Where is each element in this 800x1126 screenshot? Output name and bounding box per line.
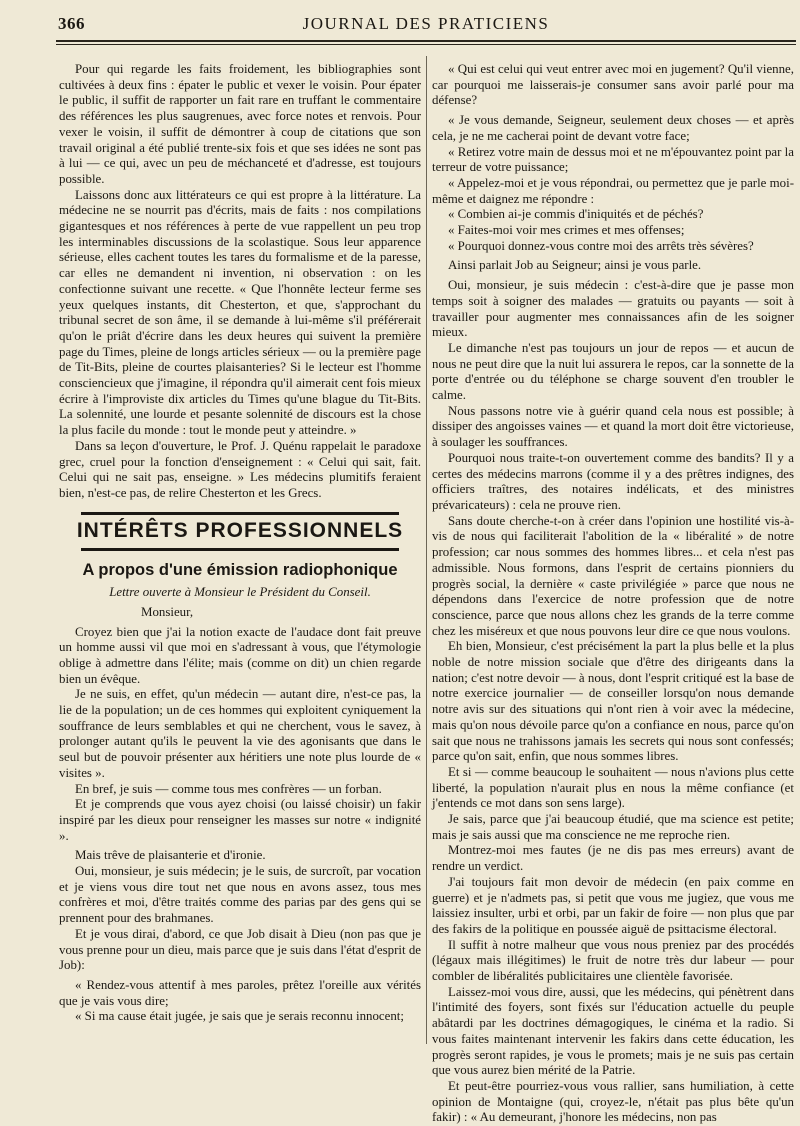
quote-paragraph: « Pourquoi donnez-vous contre moi des arrêts très sévères? [448,238,754,253]
page-number: 366 [58,14,85,33]
paragraph: J'ai toujours fait mon devoir de médecin (en paix comme en guerre) et je n'admets pas, si petit que vous me jugiez, que vous me laissiez insulter, urbi et orbi, par un fakir de foire — non plus que par des fakirs de la politique en poussée aiguë de psittacisme électoral. [432,874,794,936]
section-rule-top [81,512,399,515]
page-header [58,12,794,38]
paragraph: Et si — comme beaucoup le souhaitent — nous n'avions plus cette liberté, la population n'aurait plus en nous la même confiance (et j'entends ce mot dans son sens large). [432,764,794,811]
paragraph: Nous passons notre vie à guérir quand cela nous est possible; à dissiper des angoisses vaines — et quand la mort doit être victorieuse, à soulager les souffrances. [432,403,794,450]
quote-paragraph: « Qui est celui qui veut entrer avec moi en jugement? Qu'il vienne, car pourquoi me laisserais-je consumer sans avoir parlé pour ma défense? [432,62,794,108]
paragraph: En bref, je suis — comme tous mes confrères — un forban. [75,781,382,796]
paragraph: Oui, monsieur, je suis médecin; je le suis, de surcroît, par vocation et je viens vous dire tout net que nous en avons assez, tous mes confrères et moi, d'être traités comme des parias par des gens qui se prennent pour des brahmanes. [59,864,421,926]
quote-paragraph: « Si ma cause était jugée, je sais que je serais reconnu innocent; [75,1009,404,1024]
quote-paragraph: « Je vous demande, Seigneur, seulement deux choses — et après cela, je ne me cacherai point de devant votre face; [432,113,794,143]
paragraph: Ainsi parlait Job au Seigneur; ainsi je vous parle. [448,258,702,273]
paragraph: Croyez bien que j'ai la notion exacte de l'audace dont fait preuve un homme aussi vil que moi en s'adressant à vous, que l'étymologie oblige à admettre dans l'élite; mais (comme on dit) un chien regarde bien un évêque. [59,624,421,686]
section-rule-bottom [81,548,399,551]
paragraph: Pour qui regarde les faits froidement, les bibliographies sont cultivées à deux fins : épater le public et vexer le voisin. Pour épater le public, il suffit de rapporter un fait rare en truffant le commentaire des références les plus saugrenues, avec force notes et renvois. Pour vexer le voisin, il suffit de démontrer à coup de citations que son travail original a été publié trente-six fois et que ses idées ne sont pas à lui — ce qui, avec un peu de méchanceté et d'adresse, est toujours possible. [59,62,421,186]
header-rule [56,40,796,45]
paragraph: Et peut-être pourriez-vous vous rallier, sans humiliation, à cette opinion de Montaigne (qui, croyez-le, n'était pas plus bête qu'un fakir) : « Au demeurant, j'honore les médecins, non pas [432,1079,794,1125]
article-title: A propos d'une émission radiophonique [82,561,398,580]
paragraph: Eh bien, Monsieur, c'est précisément la part la plus belle et la plus noble de notre mission sociale que d'être des dirigeants dans la nation; c'est notre devoir — à nous, dont l'esprit critiqué est la base de notre exercice journalier — de conseiller lorsqu'on nous demande notre avis sur des situations qui n'ont rien à voir avec la médecine, mais qu'on nous dévoile parce qu'on a confiance en nous, parce qu'on sait que nous ne trahissons jamais les secrets qui nous sont confessés; parce qu'on sait, enfin, que nous sommes libres. [432,639,794,764]
section-title: INTÉRÊTS PROFESSIONNELS [76,518,404,542]
quote-paragraph: « Retirez votre main de dessus moi et ne m'épouvantez point par la terreur de votre puissance; [432,144,794,175]
quote-paragraph: « Combien ai-je commis d'iniquités et de péchés? [448,207,704,222]
paragraph: Le dimanche n'est pas toujours un jour de repos — et aucun de nous ne peut dire que la nuit lui assurera le repos, car la sonnette de la porte d'entrée ou du téléphone se charge souvent d'en troubler le calme. [432,340,794,403]
quote-paragraph: « Faites-moi voir mes crimes et mes offenses; [448,223,685,238]
article-subtitle: Lettre ouverte à Monsieur le Président du Conseil. [109,585,371,600]
quote-paragraph: « Appelez-moi et je vous répondrai, ou permettez que je parle moi-même et daignez me répondre : [432,175,794,206]
paragraph: Je sais, parce que j'ai beaucoup étudié, que ma science est petite; mais je sais aussi que ma conscience ne me reproche rien. [432,812,794,842]
quote-paragraph: « Rendez-vous attentif à mes paroles, prêtez l'oreille aux vérités que je vais vous dire; [59,977,421,1008]
paragraph: Sans doute cherche-t-on à créer dans l'opinion une hostilité vis-à-vis de nous qui faciliterait l'abolition de la « libéralité » de notre profession; car nous sommes des hommes libres... et cela n'est pas admissible. Nous formons, dans l'esprit de certains pionniers du progrès social, la dernière « caste privilégiée » parce que nous ne dépendons dans l'exercice de notre profession que de notre conscience, parce que nous allons chez les grands de la terre comme chez les miséreux et que nous pouvons leur dire ce que nous voulons. [432,513,794,638]
paragraph: Je ne suis, en effet, qu'un médecin — autant dire, n'est-ce pas, la lie de la population; un de ces hommes qui exploitent cyniquement la souffrance de leurs semblables et qui ne cherchent, vous le savez, à prolonger autant qu'ils le peuvent la vie des agonisants que dans le seul but de pouvoir présenter aux héritiers une note plus lourde de « visites ». [59,687,421,780]
paragraph: Laissons donc aux littérateurs ce qui est propre à la littérature. La médecine ne se nourrit pas d'écrits, mais de faits : nos compilations gigantesques et nos références à perte de vue rappellent un peu trop les interminables discussions de la scolastique. Sous leur apparence sérieuse, elles cachent toutes les tares du formalisme et de la paresse, car elles ne demandent ni invention, ni observation : on les confectionne suivant une recette. « Que l'honnête lecteur ferme ses yeux quelques instants, dit Chesterton, et que, s'approchant du tribunal secret de son âme, il se demande à lui-même s'il préférerait qu'on le priât d'écrire dans les deux heures qui suivent la première page du Times, pleine de longs articles sérieux — ou la première page de Tit-Bits, pleine de courtes plaisanteries? Si le lecteur est l'homme consciencieux que j'imagine, il répondra qu'il aimerait cent fois mieux écrire à l'improviste dix articles du Times qu'une blague du Tit-Bits. La solennité, une lourde et pesante solennité de discours est la chose la plus facile du monde : tout le monde peut y atteindre. » [59,187,421,438]
journal-title: JOURNAL DES PRATICIENS [302,14,550,33]
salutation: Monsieur, [141,604,194,619]
paragraph: Il suffit à notre malheur que vous nous preniez par des procédés (légaux mais illégitimes) le fruit de notre très dur labeur — pour combler de libéralités publicitaires une clientèle favorisée. [432,937,794,984]
paragraph: Dans sa leçon d'ouverture, le Prof. J. Quénu rappelait le paradoxe grec, cruel pour la fonction d'enseignement : « Celui qui sait, fait. Celui qui ne sait pas, enseigne. » Les médecins plumitifs feraient bien, n'est-ce pas, de relire Chesterton et les Grecs. [59,438,421,500]
left-column [59,62,421,1044]
column-divider [426,56,427,1044]
paragraph: Montrez-moi mes fautes (je ne dis pas mes erreurs) avant de rendre un verdict. [432,843,794,874]
right-column [432,62,794,1125]
paragraph: Mais trêve de plaisanterie et d'ironie. [75,848,266,863]
paragraph: Laissez-moi vous dire, aussi, que les médecins, qui pénètrent dans l'intimité des foyers, sont fixés sur l'éducation actuelle du peuple abâtardi par les doctrines démagogiques, le cinéma et la radio. Si vous faites maintenant intervenir les fakirs dans cette éducation, les progrès seront rapides, je vous le promets; mais je ne suis pas certain que vous aurez bien mérité de la Patrie. [432,984,794,1078]
paragraph: Et je comprends que vous ayez choisi (ou laissé choisir) un fakir inspiré par les dieux pour renseigner les masses sur notre « indignité ». [59,797,421,843]
paragraph: Oui, monsieur, je suis médecin : c'est-à-dire que je passe mon temps soit à soigner des malades — gratuits ou payants — soit à travailler pour augmenter mes connaissances afin de les soigner mieux. [432,278,794,340]
paragraph: Et je vous dirai, d'abord, ce que Job disait à Dieu (non pas que je vous prenne pour un dieu, mais parce que je suis dans l'état d'esprit de Job): [59,926,421,973]
paragraph: Pourquoi nous traite-t-on ouvertement comme des bandits? Il y a certes des médecins marrons (comme il y a des prêtres indignes, des officiers traîtres, des notaires indélicats, et des ministres prévaricateurs) : cela ne prouve rien. [432,450,794,512]
